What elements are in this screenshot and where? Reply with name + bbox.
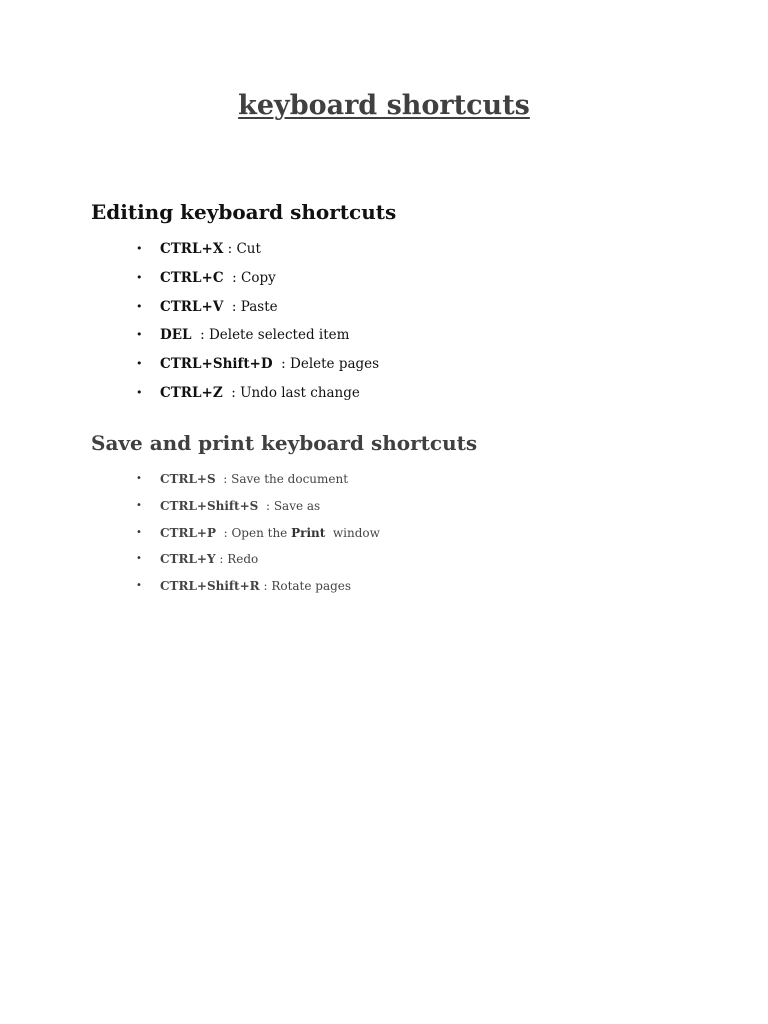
- separator: :: [191, 327, 209, 344]
- shortcut-key: CTRL+Y: [160, 552, 216, 567]
- shortcut-key: CTRL+Shift+S: [160, 498, 259, 513]
- shortcut-description: Paste: [240, 298, 278, 315]
- shortcut-key: CTRL+Z: [160, 384, 223, 401]
- shortcut-description-suffix: window: [325, 525, 380, 540]
- list-item: [0, 494, 768, 521]
- bullet-icon: •: [136, 553, 142, 565]
- editing-shortcut-list: [0, 236, 768, 409]
- bullet-icon: •: [136, 270, 143, 284]
- bullet-icon: •: [136, 499, 142, 511]
- shortcut-description: Save as: [273, 498, 321, 513]
- shortcut-description-prefix: Open the: [231, 525, 292, 540]
- shortcut-description: Rotate pages: [271, 579, 352, 594]
- list-item: [0, 322, 768, 351]
- separator: :: [215, 472, 232, 486]
- shortcut-description: Copy: [241, 269, 276, 286]
- list-item: [0, 574, 768, 601]
- separator: :: [223, 298, 241, 315]
- bullet-icon: •: [136, 526, 142, 538]
- shortcut-description: Cut: [236, 241, 261, 257]
- shortcut-description: Save the document: [231, 472, 349, 486]
- bullet-icon: •: [136, 299, 143, 313]
- list-item: [0, 351, 768, 380]
- list-item: [0, 380, 768, 409]
- list-item: [0, 521, 768, 548]
- separator: :: [272, 356, 291, 373]
- shortcut-key: CTRL+X: [160, 241, 224, 257]
- bullet-icon: •: [136, 580, 142, 592]
- list-item: [0, 236, 768, 265]
- list-item: [0, 547, 768, 574]
- shortcut-description: Redo: [227, 552, 259, 567]
- section-heading-save-print: Save and print keyboard shortcuts: [91, 431, 478, 455]
- shortcut-key: CTRL+S: [160, 472, 216, 486]
- section-heading-editing: Editing keyboard shortcuts: [91, 200, 397, 224]
- separator: :: [215, 525, 232, 540]
- separator: :: [222, 384, 241, 401]
- document-title: keyboard shortcuts: [238, 90, 530, 121]
- list-item: [0, 265, 768, 294]
- shortcut-key: CTRL+Shift+R: [160, 579, 260, 594]
- shortcut-description: Undo last change: [240, 384, 360, 401]
- shortcut-key: DEL: [160, 327, 192, 344]
- bullet-icon: •: [136, 328, 143, 342]
- separator: :: [259, 579, 272, 594]
- bullet-icon: •: [136, 242, 143, 255]
- separator: :: [223, 269, 241, 286]
- separator: :: [215, 552, 228, 567]
- bullet-icon: •: [136, 473, 142, 484]
- shortcut-key: CTRL+V: [160, 298, 224, 315]
- list-item: [0, 467, 768, 494]
- shortcut-key: CTRL+P: [160, 525, 216, 540]
- shortcut-key: CTRL+Shift+D: [160, 356, 273, 373]
- shortcut-description: Delete pages: [290, 356, 380, 373]
- separator: :: [223, 241, 237, 257]
- bullet-icon: •: [136, 385, 143, 399]
- shortcut-description-emphasis: Print: [291, 525, 326, 540]
- shortcut-description: Delete selected item: [208, 327, 350, 344]
- bullet-icon: •: [136, 357, 143, 371]
- shortcut-key: CTRL+C: [160, 269, 224, 286]
- separator: :: [258, 498, 274, 513]
- save-print-shortcut-list: [0, 467, 768, 601]
- list-item: [0, 294, 768, 323]
